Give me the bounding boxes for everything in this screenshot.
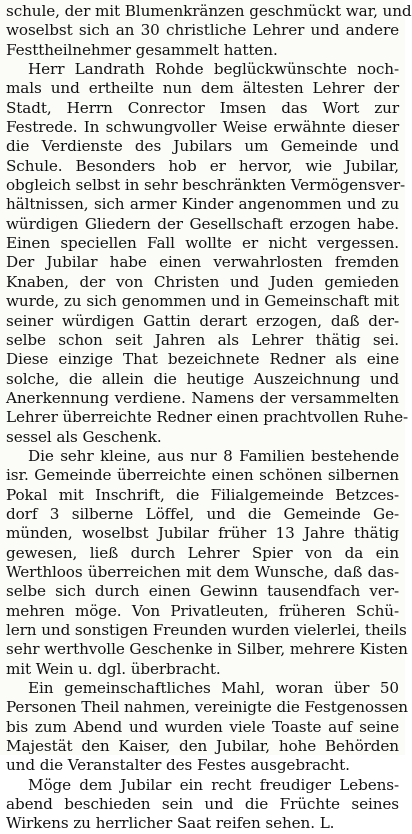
text-line: Knaben, der von Christen und Juden gemieden [6,272,399,291]
text-line: hältnissen, sich armer Kinder angenommen und zu [6,195,399,214]
text-line: Personen Theil nahmen, vereinigte die Festgenossen [6,698,408,717]
text-line: Pokal mit Inschrift, die Filialgemeinde Betzces- [6,485,399,504]
text-line: Möge dem Jubilar ein recht freudiger Lebens- [28,775,399,794]
text-line: wurde, zu sich genommen und in Gemeinschaft mit [6,292,399,311]
text-line: Stadt, Herrn Conrector Imsen das Wort zur [6,98,399,117]
text-line: gewesen, ließ durch Lehrer Spier von da ein [6,543,399,562]
text-line: würdigen Gliedern der Gesellschaft erzogen habe. [6,214,399,233]
paragraph [6,60,409,447]
paragraph [6,446,408,679]
paragraph [6,776,399,834]
text-line: obgleich selbst in sehr beschränkten Vermögensver- [6,176,406,195]
text-line: Ein gemeinschaftliches Mahl, woran über 50 [28,679,399,698]
text-line: mehren möge. Von Privatleuten, früheren Schü- [6,601,399,620]
text-line: abend beschieden sein und die Früchte seines [6,795,399,814]
text-line: Die sehr kleine, aus nur 8 Familien bestehende [28,446,399,465]
paragraph [6,679,408,776]
text-line: woselbst sich an 30 christliche Lehrer und andere [6,21,399,40]
text-line: mals und ertheilte nun dem ältesten Lehrer der [6,79,399,98]
text-line: Festrede. In schwungvoller Weise erwähnte dieser [6,118,399,137]
text-line: Wirkens zu herrlicher Saat reifen sehen. L. [6,814,335,833]
text-line: Festtheilnehmer gesammelt hatten. [6,40,278,59]
text-line: die Verdienste des Jubilars um Gemeinde und [6,137,399,156]
text-line: lern und sonstigen Freunden wurden vielerlei, theils [6,621,407,639]
text-line: Diese einzige That bezeichnete Redner als eine [6,350,399,369]
text-line: dorf 3 silberne Löffel, und die Gemeinde Ge- [6,504,399,523]
text-line: sessel als Geschenk. [6,427,162,446]
text-line: Anerkennung verdiene. Namens der versammelten [6,388,399,407]
text-line: sehr werthvolle Geschenke in Silber, mehrere Kisten [6,640,408,659]
text-line: münden, woselbst Jubilar früher 13 Jahre thätig [6,524,399,543]
text-line: selbe sich durch einen Gewinn tausendfach ver- [6,582,399,601]
text-line: Herr Landrath Rohde beglückwünschte noch- [28,60,399,79]
text-line: Der Jubilar habe einen verwahrlosten fremden [6,253,399,272]
text-line: Schule. Besonders hob er hervor, wie Jubilar, [6,156,399,175]
text-line: Einen speciellen Fall wollte er nicht vergessen. [6,234,399,253]
article-column [6,2,412,834]
text-line: Majestät den Kaiser, den Jubilar, hohe Behörden [6,737,399,756]
text-line: und die Veranstalter des Festes ausgebracht. [6,756,350,775]
text-line: solche, die allein die heutige Auszeichnung und [6,369,399,388]
text-line: seiner würdigen Gattin derart erzogen, daß der- [6,311,399,330]
text-line: Werthloos überreichen mit dem Wunsche, daß das- [6,562,399,581]
text-line: bis zum Abend und wurden viele Toaste auf seine [6,717,399,736]
text-line: selbe schon seit Jahren als Lehrer thätig sei. [6,330,399,349]
text-line: mit Wein u. dgl. überbracht. [6,659,221,678]
text-line: isr. Gemeinde überreichte einen schönen silbernen [6,466,399,485]
paragraph [6,2,412,60]
text-line: schule, der mit Blumenkränzen geschmückt war, und [6,2,412,20]
text-line: Lehrer überreichte Redner einen prachtvollen Ruhe- [6,408,409,427]
